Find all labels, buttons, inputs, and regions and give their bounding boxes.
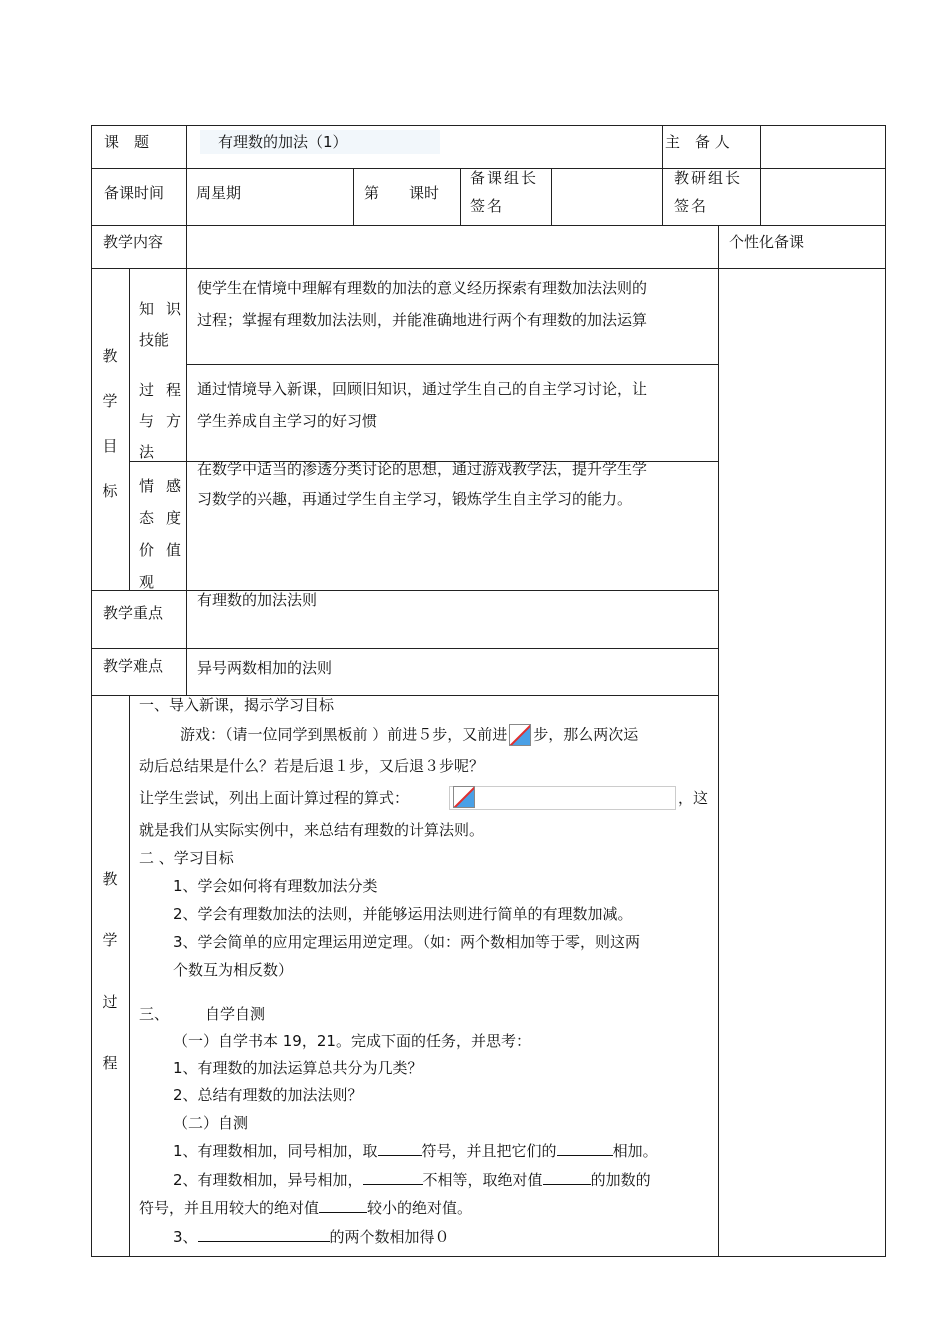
test-line-1	[173, 1141, 658, 1161]
self-study-q2: 2、总结有理数的加法法则？	[173, 1086, 363, 1104]
objectives-char: 教	[102, 347, 118, 365]
section3-number: 三、	[139, 1005, 170, 1023]
week-label: 周星期	[196, 184, 242, 202]
blank-field[interactable]	[198, 1227, 330, 1242]
blank-field[interactable]	[557, 1141, 613, 1156]
test-line-2b	[139, 1198, 472, 1218]
test2-c: 的加数的	[590, 1171, 651, 1189]
topic-label: 课 题	[104, 133, 150, 151]
content-label: 教学内容	[103, 233, 164, 251]
process-char: 程	[102, 1054, 118, 1072]
test1-b: 符号，并且把它们的	[421, 1142, 557, 1160]
group-leader-label-2: 签名	[470, 197, 505, 215]
self-study-q1: 1、有理数的加法运算总共分为几类？	[173, 1059, 423, 1077]
test1-c: 相加。	[612, 1142, 658, 1160]
goal-item-3a: 3、学会简单的应用定理运用逆定理。（如：两个数相加等于零，则这两	[173, 933, 641, 951]
process-label-1: 过程	[139, 381, 194, 399]
try-text-b: ，这	[678, 789, 709, 807]
objectives-char: 学	[102, 392, 118, 410]
knowledge-label-2: 技能	[139, 331, 170, 349]
blank-field[interactable]	[543, 1170, 591, 1185]
research-leader-label-1: 教研组长	[674, 169, 743, 187]
objectives-char: 标	[102, 482, 118, 500]
test2-e: 较小的绝对值。	[367, 1199, 473, 1217]
test3-b: 的两个数相加得０	[329, 1228, 450, 1246]
knowledge-text-2: 过程；掌握有理数加法法则，并能准确地进行两个有理数的加法运算	[197, 311, 648, 329]
self-study-sub1: （一）自学书本 19，21。完成下面的任务，并思考：	[173, 1032, 531, 1050]
game-text-c: 动后总结果是什么？若是后退１步，又后退３步呢？	[139, 757, 485, 775]
test2-b: 不相等，取绝对值	[422, 1171, 543, 1189]
time-label: 备课时间	[104, 184, 165, 202]
test2-a: 2、有理数相加，异号相加，	[173, 1171, 363, 1189]
game-text-a: 游戏：（请一位同学到黑板前 ）前进５步，又前进	[180, 725, 508, 744]
process-char: 学	[102, 931, 118, 949]
blank-field[interactable]	[378, 1141, 422, 1156]
try-text-a: 让学生尝试，列出上面计算过程的算式：	[139, 789, 410, 807]
difficulty-text: 异号两数相加的法则	[197, 659, 333, 677]
period-label: 第 课时	[364, 184, 440, 202]
objectives-char: 目	[102, 437, 118, 455]
section1-title: 一、导入新课，揭示学习目标	[139, 696, 335, 714]
goal-item-2: 2、学会有理数加法的法则，并能够运用法则进行简单的有理数加减。	[173, 905, 633, 923]
emotion-label-4: 观	[139, 573, 155, 591]
process-char: 过	[102, 993, 118, 1011]
goal-item-1: 1、学会如何将有理数加法分类	[173, 877, 378, 895]
test-line-2	[173, 1170, 651, 1190]
emotion-text-2: 习数学的兴趣，再通过学生自主学习，锻炼学生自主学习的能力。	[197, 490, 633, 508]
formula-image-box	[449, 786, 676, 810]
broken-image-icon	[509, 724, 531, 746]
knowledge-label-1: 知识	[139, 300, 194, 318]
game-text-b: 步，那么两次运	[533, 725, 639, 744]
preparer-label: 主 备 人	[665, 133, 730, 151]
research-leader-label-2: 签名	[674, 197, 709, 215]
broken-image-icon	[453, 786, 475, 808]
knowledge-text-1: 使学生在情境中理解有理数的加法的意义经历探索有理数加法法则的	[197, 279, 648, 297]
key-point-text: 有理数的加法法则	[197, 591, 318, 609]
process-label-3: 法	[139, 443, 155, 461]
test1-a: 1、有理数相加，同号相加，取	[173, 1142, 378, 1160]
emotion-label-1: 情感	[139, 477, 194, 495]
game-line	[180, 724, 638, 746]
section2-title: 二 、学习目标	[139, 849, 234, 867]
difficulty-label: 教学难点	[103, 657, 164, 675]
process-text-2: 学生养成自主学习的好习惯	[197, 412, 378, 430]
group-leader-label-1: 备课组长	[470, 169, 539, 187]
personal-prep-label: 个性化备课	[729, 233, 805, 251]
test2-d: 符号，并且用较大的绝对值	[139, 1199, 320, 1217]
section3-title: 自学自测	[205, 1005, 266, 1023]
test-line-3	[173, 1227, 450, 1247]
blank-field[interactable]	[363, 1170, 423, 1185]
topic-value: 有理数的加法（1）	[218, 133, 348, 151]
key-point-label: 教学重点	[103, 604, 164, 622]
emotion-label-2: 态度	[139, 509, 194, 527]
process-char: 教	[102, 870, 118, 888]
emotion-text-1: 在数学中适当的渗透分类讨论的思想，通过游戏教学法，提升学生学	[197, 460, 648, 478]
process-text-1: 通过情境导入新课，回顾旧知识，通过学生自己的自主学习讨论，让	[197, 380, 648, 398]
emotion-label-3: 价值	[139, 541, 194, 559]
process-label-2: 与方	[139, 412, 194, 430]
blank-field[interactable]	[319, 1198, 367, 1213]
goal-item-3b: 个数互为相反数）	[173, 961, 294, 979]
test3-a: 3、	[173, 1228, 198, 1246]
self-test-sub2: （二）自测	[173, 1114, 249, 1132]
try-text-c: 就是我们从实际实例中，来总结有理数的计算法则。	[139, 821, 485, 839]
